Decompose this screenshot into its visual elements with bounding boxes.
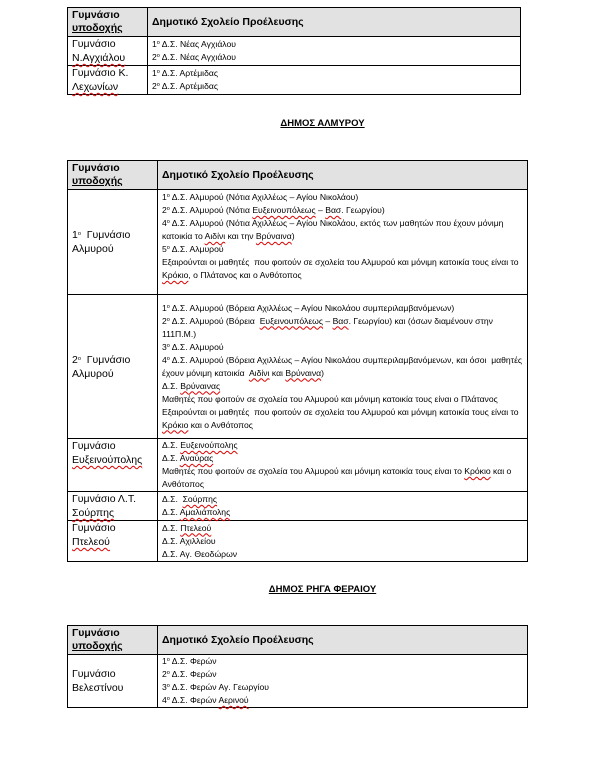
table-row [68, 37, 521, 66]
table-row [68, 66, 521, 95]
gymnasium-name: $1^o$ Γυμνάσιο Αλμυρού [68, 190, 158, 295]
table-row [68, 295, 528, 439]
origin-schools: $1^o$ Δ.Σ. Φερών $2^o$ Δ.Σ. Φερών $3^o$ Δ.Σ. Φερών Αγ. Γεωργίου $4^o$ Δ.Σ. Φερών Αερινού [158, 655, 528, 708]
table-row [68, 655, 528, 708]
origin-schools: $1^o$ Δ.Σ. Αρτέμιδας $2^o$ Δ.Σ. Αρτέμιδας [148, 66, 521, 95]
origin-schools: $1^o$ Δ.Σ. Νέας Αγχιάλου $2^o$ Δ.Σ. Νέας Αγχιάλου [148, 37, 521, 66]
table-row [68, 521, 528, 562]
section-title-rigas-feraios: ΔΗΜΟΣ ΡΗΓΑ ΦΕΡΑΙΟΥ [268, 584, 377, 595]
gymnasium-name: $2^o$ Γυμνάσιο Αλμυρού [68, 295, 158, 439]
table-row [68, 190, 528, 295]
gymnasium-name: Γυμνάσιο Κ. Λεχωνίων [68, 66, 148, 95]
origin-schools: Δ.Σ. Σούρπης Δ.Σ. Αμαλιάπολης [158, 492, 528, 521]
table-almyros [67, 160, 528, 562]
gymnasium-name: Γυμνάσιο Ν.Αγχιάλου [68, 37, 148, 66]
header-receiving-gymnasium: Γυμνάσιο υποδοχής [68, 8, 148, 37]
header-origin-school: Δημοτικό Σχολείο Προέλευσης [158, 626, 528, 655]
header-receiving-gymnasium: Γυμνάσιο υποδοχής [68, 626, 158, 655]
gymnasium-name: Γυμνάσιο Βελεστίνου [68, 655, 158, 708]
table-header-row [68, 626, 528, 655]
header-origin-school: Δημοτικό Σχολείο Προέλευσης [148, 8, 521, 37]
origin-schools: Δ.Σ. Ευξεινούπολης Δ.Σ. Αναύρας Μαθητές που φοιτούν σε σχολεία του Αλμυρού και μόνιμη κατοικία τους είναι το Κρόκιο και ο Ανθότοπος [158, 439, 528, 492]
table-row [68, 439, 528, 492]
table-rigas-feraios [67, 625, 528, 708]
table-header-row [68, 161, 528, 190]
table-row [68, 492, 528, 521]
gymnasium-name: Γυμνάσιο Πτελεού [68, 521, 158, 562]
table-header-row [68, 8, 521, 37]
section-title-almyros: ΔΗΜΟΣ ΑΛΜΥΡΟΥ [280, 118, 365, 129]
origin-schools: $1^o$ Δ.Σ. Αλμυρού (Βόρεια Αχιλλέως – Αγίου Νικολάου συμπεριλαμβανόμενων) $2^o$ Δ.Σ. Αλμυρού (Βόρεια Ευξεινουπόλεως – Βασ. Γεωργίου) και (όσων διαμένουν στην 111Π.Μ.) $3^o$ Δ.Σ. Αλμυρού $4^o$ Δ.Σ. Αλμυρού (Βόρεια Αχιλλέως – Αγίου Νικολάου συμπεριλαμβανόμενων, και όσοι μαθητές έχουν μόνιμη κατοικία Αιδίνι και Βρύναινα) Δ.Σ. Βρύναινας Μαθητές που φοιτούν σε σχολεία του Αλμυρού και μόνιμη κατοικία τους είναι ο Πλάτανος Εξαιρούνται οι μαθητές που φοιτούν σε σχολεία του Αλμυρού και μόνιμη κατοικία τους είναι το Κρόκιο και ο Ανθότοπος [158, 295, 528, 439]
origin-schools: Δ.Σ. Πτελεού Δ.Σ. Αχιλλείου Δ.Σ. Αγ. Θεοδώρων [158, 521, 528, 562]
header-receiving-gymnasium: Γυμνάσιο υποδοχής [68, 161, 158, 190]
table-nea-anchialos [67, 7, 521, 95]
gymnasium-name: Γυμνάσιο Λ.Τ. Σούρπης [68, 492, 158, 521]
origin-schools: $1^o$ Δ.Σ. Αλμυρού (Νότια Αχιλλέως – Αγίου Νικολάου) $2^o$ Δ.Σ. Αλμυρού (Νότια Ευξεινουπόλεως – Βασ. Γεωργίου) $4^o$ Δ.Σ. Αλμυρού (Νότια Αχιλλέως – Αγίου Νικολάου, εκτός των μαθητών που έχουν μόνιμη κατοικία το Αιδίνι και την Βρύναινα) $5^o$ Δ.Σ. Αλμυρού Εξαιρούνται οι μαθητές που φοιτούν σε σχολεία του Αλμυρού και μόνιμη κατοικία τους είναι το Κρόκιο, ο Πλάτανος και ο Ανθότοπος [158, 190, 528, 295]
gymnasium-name: Γυμνάσιο Ευξεινούπολης [68, 439, 158, 492]
header-origin-school: Δημοτικό Σχολείο Προέλευσης [158, 161, 528, 190]
